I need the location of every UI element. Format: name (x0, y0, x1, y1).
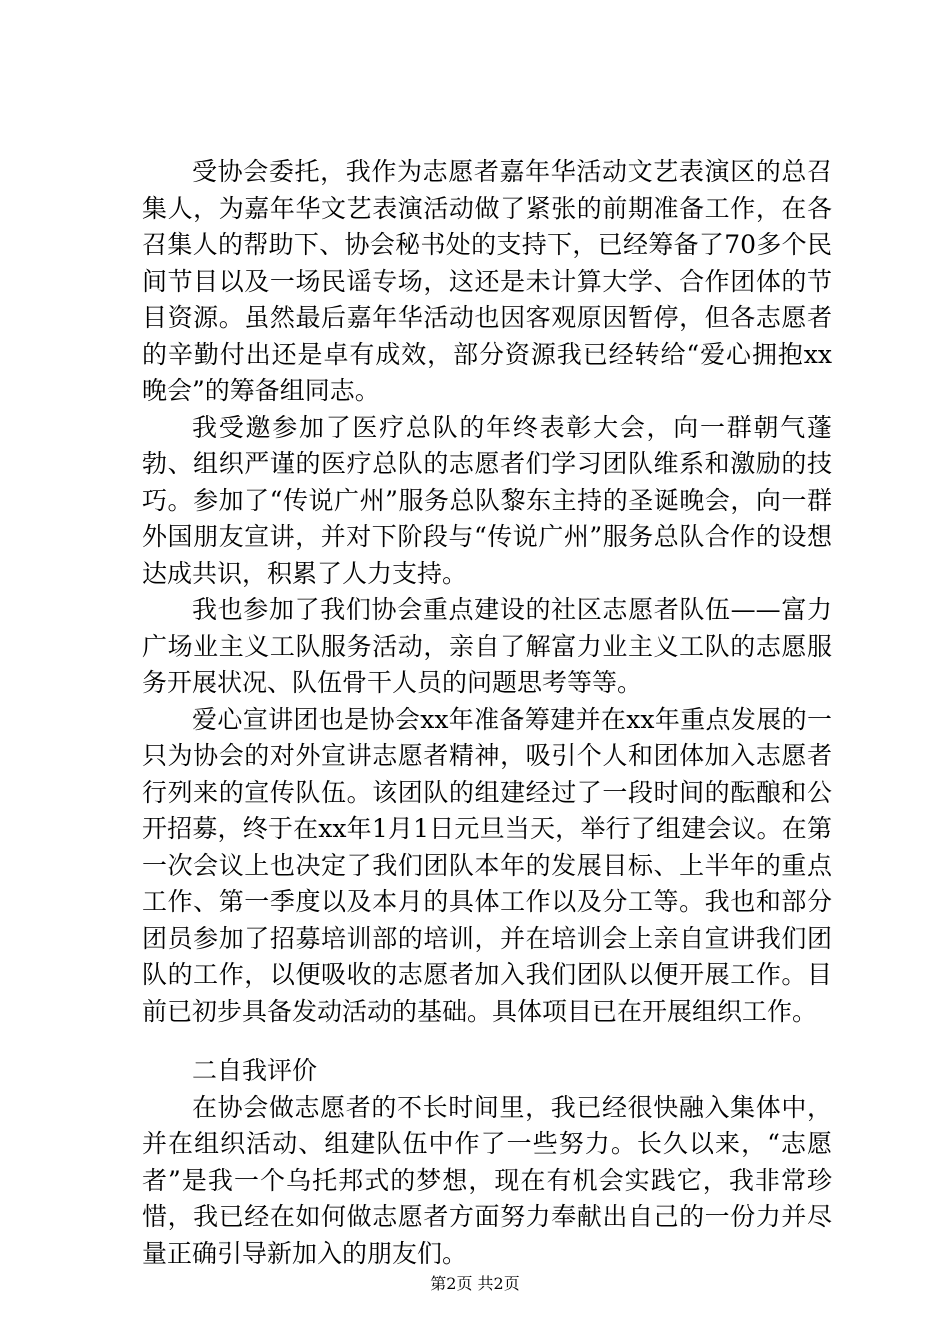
body-paragraph: 我受邀参加了医疗总队的年终表彰大会，向一群朝气蓬勃、组织严谨的医疗总队的志愿者们学习团队维系和激励的技巧。参加了“传说广州”服务总队黎东主持的圣诞晚会，向一群外国朋友宣讲，并对下阶段与“传说广州”服务总队合作的设想达成共识，积累了人力支持。 (142, 412, 832, 588)
body-paragraph: 爱心宣讲团也是协会xx年准备筹建并在xx年重点发展的一只为协会的对外宣讲志愿者精神，吸引个人和团体加入志愿者行列来的宣传队伍。该团队的组建经过了一段时间的酝酿和公开招募，终于在xx年1月1日元旦当天，举行了组建会议。在第一次会议上也决定了我们团队本年的发展目标、上半年的重点工作、第一季度以及本月的具体工作以及分工等。我也和部分团员参加了招募培训部的培训，并在培训会上亲自宣讲我们团队的工作，以便吸收的志愿者加入我们团队以便开展工作。目前已初步具备发动活动的基础。具体项目已在开展组织工作。 (142, 704, 832, 1026)
body-paragraph: 我也参加了我们协会重点建设的社区志愿者队伍——富力广场业主义工队服务活动，亲自了解富力业主义工队的志愿服务开展状况、队伍骨干人员的问题思考等等。 (142, 595, 832, 697)
page-footer: 第2页 共2页 (430, 1274, 520, 1293)
section-paragraph: 在协会做志愿者的不长时间里，我已经很快融入集体中，并在组织活动、组建队伍中作了一些努力。长久以来，“志愿者”是我一个乌托邦式的梦想，现在有机会实践它，我非常珍惜，我已经在如何做志愿者方面努力奉献出自己的一份力并尽量正确引导新加入的朋友们。 (142, 1092, 832, 1268)
document-body (142, 154, 832, 1272)
section-heading: 二自我评价 (192, 1056, 318, 1085)
body-paragraph: 受协会委托，我作为志愿者嘉年华活动文艺表演区的总召集人，为嘉年华文艺表演活动做了紧张的前期准备工作，在各召集人的帮助下、协会秘书处的支持下，已经筹备了70多个民间节目以及一场民谣专场，这还是未计算大学、合作团体的节目资源。虽然最后嘉年华活动也因客观原因暂停，但各志愿者的辛勤付出还是卓有成效，部分资源我已经转给“爱心拥抱xx晚会”的筹备组同志。 (142, 157, 832, 405)
